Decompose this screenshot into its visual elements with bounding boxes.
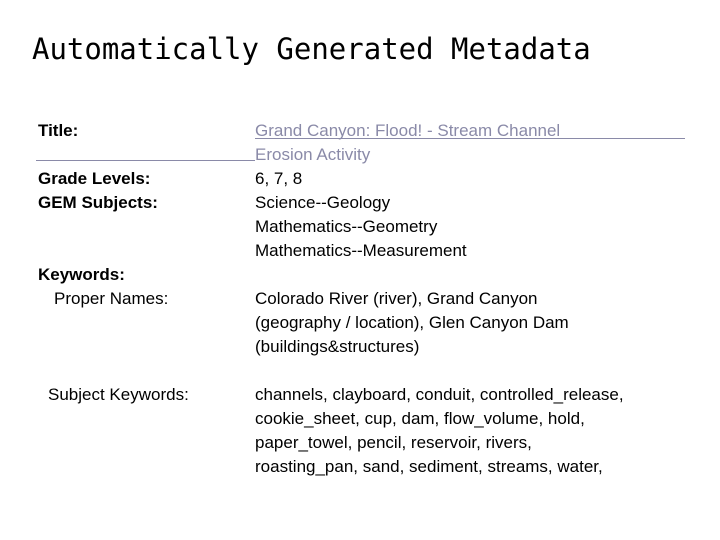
gem-subject-1: Science--Geology [255, 193, 391, 212]
proper-names-line-2: (geography / location), Glen Canyon Dam [255, 313, 569, 332]
subject-keywords-line-2: cookie_sheet, cup, dam, flow_volume, hold, [255, 409, 585, 428]
gem-subjects-label: GEM Subjects: [38, 193, 158, 212]
proper-names-label: Proper Names: [54, 289, 169, 308]
subject-keywords-line-3: paper_towel, pencil, reservoir, rivers, [255, 433, 532, 452]
grade-levels-value: 6, 7, 8 [255, 169, 303, 188]
subject-keywords-line-4: roasting_pan, sand, sediment, streams, water, [255, 457, 603, 476]
slide-title: Automatically Generated Metadata [32, 32, 591, 66]
grade-levels-label: Grade Levels: [38, 169, 151, 188]
proper-names-line-3: (buildings&structures) [255, 337, 420, 356]
gem-subject-3: Mathematics--Measurement [255, 241, 467, 260]
proper-names-line-1: Colorado River (river), Grand Canyon [255, 289, 538, 308]
title-label: Title: [38, 121, 79, 140]
title-underline-right [255, 138, 685, 139]
title-value-line-2[interactable]: Erosion Activity [255, 145, 371, 164]
subject-keywords-line-1: channels, clayboard, conduit, controlled_release, [255, 385, 624, 404]
gem-subject-2: Mathematics--Geometry [255, 217, 438, 236]
keywords-label: Keywords: [38, 265, 125, 284]
title-value-line-1[interactable]: Grand Canyon: Flood! - Stream Channel [255, 121, 561, 140]
title-underline-left [36, 160, 255, 161]
subject-keywords-label: Subject Keywords: [48, 385, 189, 404]
